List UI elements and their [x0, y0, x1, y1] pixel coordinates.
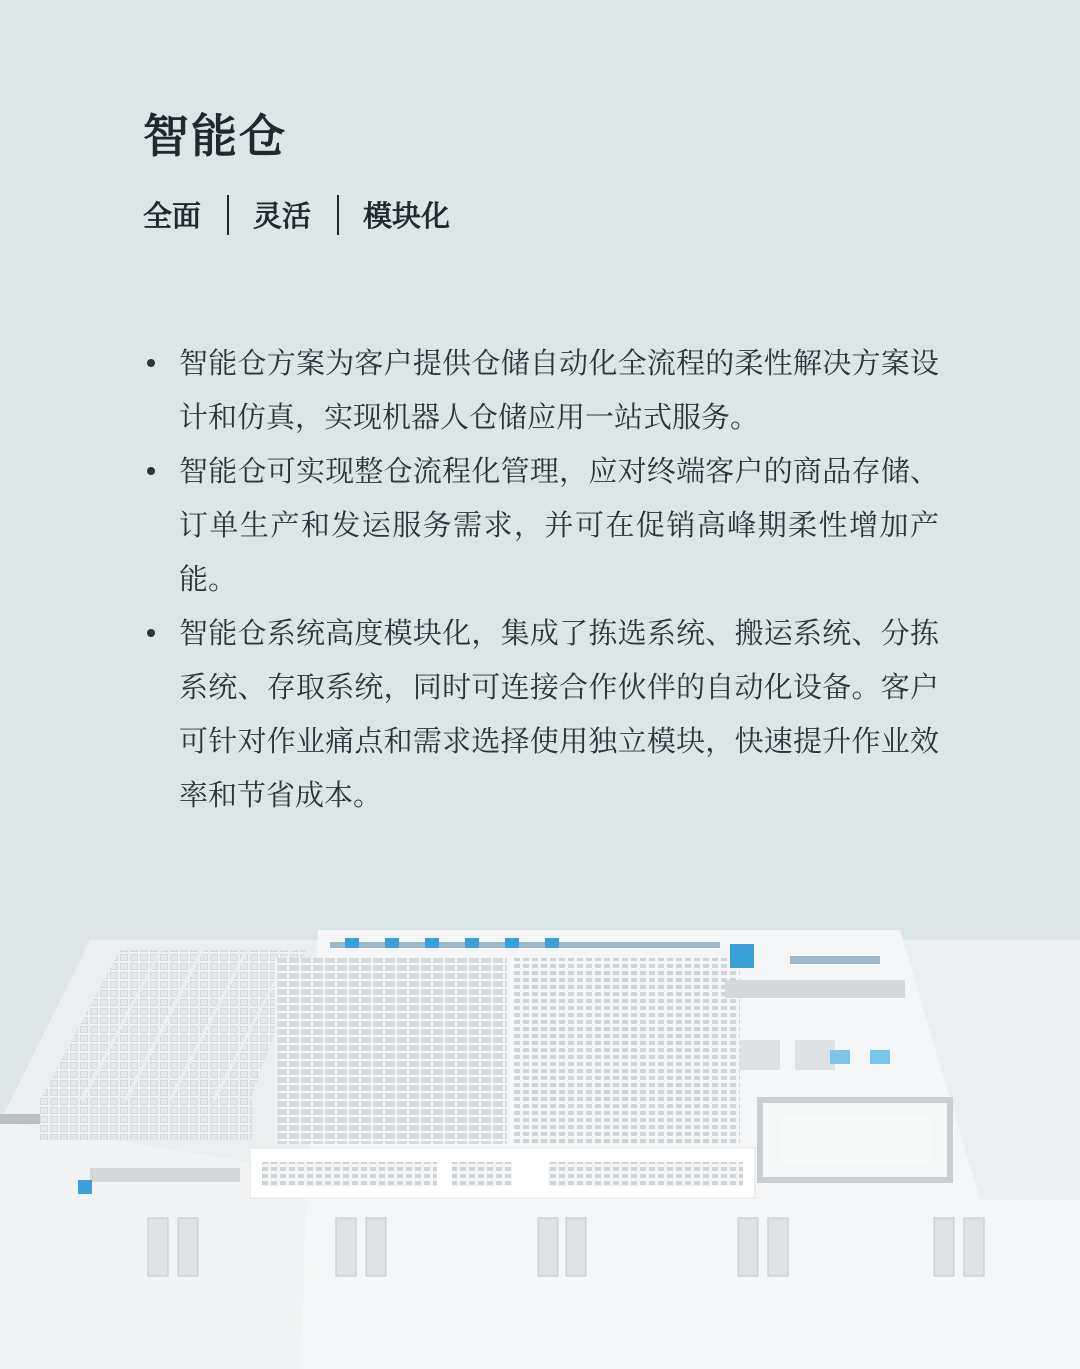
feature-item	[143, 336, 943, 444]
feature-text: 智能仓方案为客户提供仓储自动化全流程的柔性解决方案设计和仿真，实现机器人仓储应用一站式服务。	[179, 346, 939, 434]
tag-divider	[227, 195, 229, 235]
feature-item	[143, 606, 943, 822]
page-title: 智能仓	[143, 109, 287, 163]
bullet-dot-icon	[147, 629, 155, 637]
picking-block	[514, 958, 740, 1144]
tag-comprehensive: 全面	[143, 199, 202, 233]
bullet-dot-icon	[147, 467, 155, 475]
feature-text: 智能仓系统高度模块化，集成了拣选系统、搬运系统、分拣系统、存取系统，同时可连接合作伙伴的自动化设备。客户可针对作业痛点和需求选择使用独立模块，快速提升作业效率和节省成本。	[179, 616, 939, 812]
feature-text: 智能仓可实现整仓流程化管理，应对终端客户的商品存储、订单生产和发运服务需求，并可在促销高峰期柔性增加产能。	[179, 454, 939, 596]
warehouse-illustration	[0, 900, 1080, 1369]
tag-row	[143, 194, 450, 235]
tag-flexible: 灵活	[253, 199, 312, 233]
storage-block	[275, 958, 507, 1144]
feature-list	[143, 336, 943, 822]
feature-item	[143, 444, 943, 606]
tag-divider	[337, 195, 339, 235]
bullet-dot-icon	[147, 359, 155, 367]
tag-modular: 模块化	[363, 199, 451, 233]
